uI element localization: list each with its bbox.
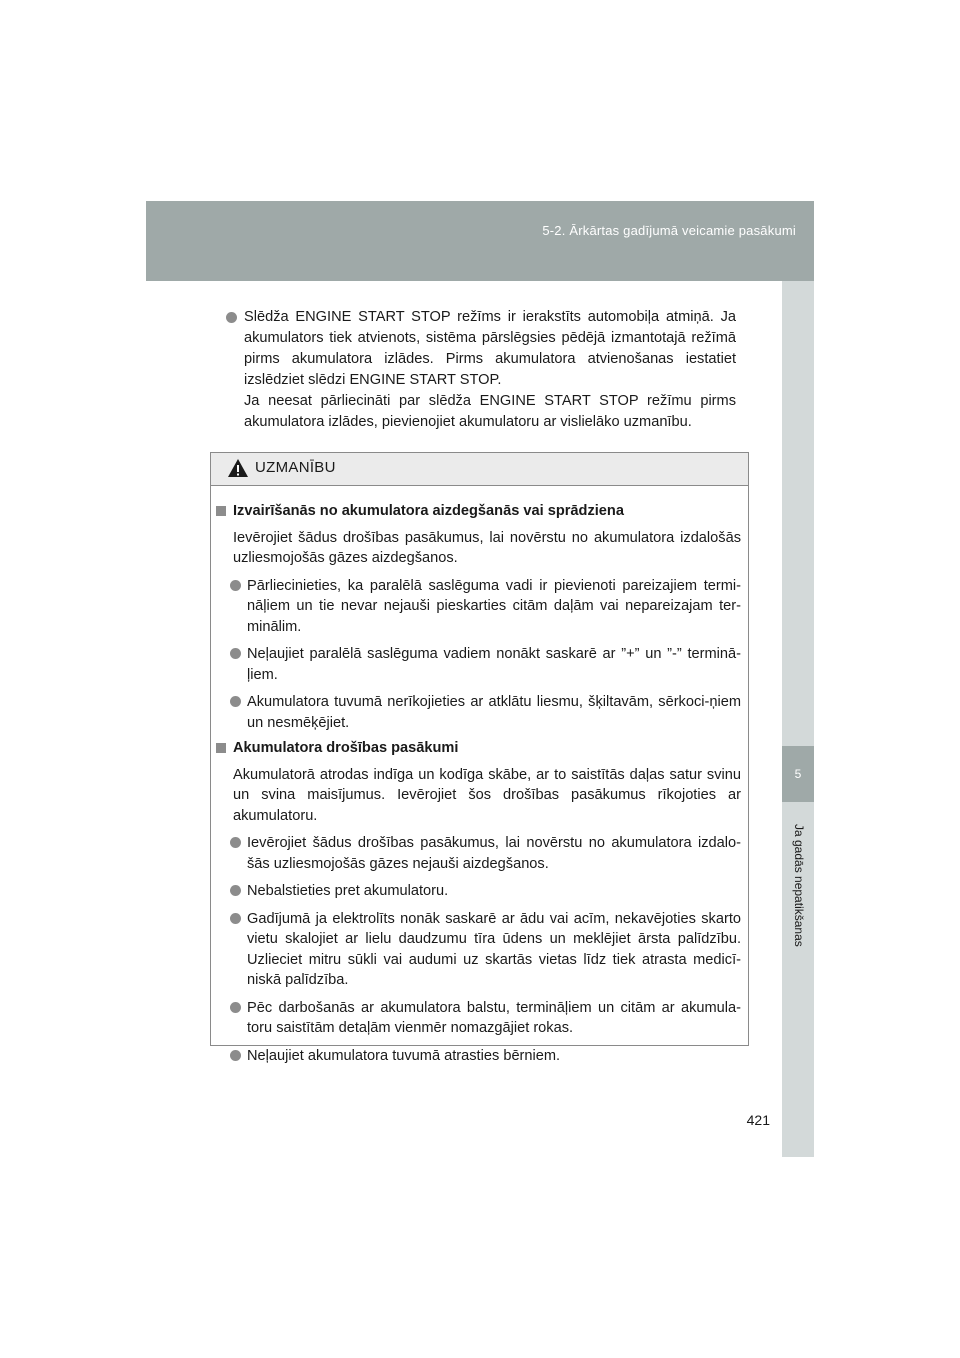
square-bullet-icon [216, 743, 226, 753]
caution-title: UZMANĪBU [255, 459, 336, 476]
caution-box [210, 452, 749, 1064]
section-heading-text: Izvairīšanās no akumulatora aizdegšanās vai sprādziena [233, 503, 624, 519]
section-heading-text: Akumulatora drošības pasākumi [233, 740, 459, 756]
intro-continuation: Ja neesat pārliecināti par slēdža ENGINE START STOP režīmu pirms akumulatora izlādes, pievienojiet akumulatoru ar vislielāko uzmanību. [244, 393, 736, 430]
caution-header [211, 453, 748, 486]
section-heading [216, 738, 741, 759]
header-bar [146, 201, 814, 281]
bullet-icon [230, 837, 241, 848]
section-heading [216, 501, 741, 522]
list-item [216, 576, 741, 638]
intro-bullet-text: Slēdža ENGINE START STOP režīms ir ierakstīts automobiļa atmiņā. Ja akumulators tiek atvienots, sistēma pārslēgsies pēdējā izmantotajā režīmā pirms akumulatora izlādes. Pirms akumulatora atvienošanas iestatiet izslēdziet slēdzi ENGINE START STOP. [244, 309, 736, 388]
list-item-text: Pēc darbošanās ar akumulatora balstu, termināļiem un citām ar akumula-toru saistītām detaļām vienmēr nomazgājiet rokas. [247, 999, 741, 1036]
intro-block [226, 307, 736, 433]
list-item [216, 833, 741, 874]
bullet-icon [230, 580, 241, 591]
bullet-icon [226, 312, 237, 323]
intro-bullet [226, 307, 736, 391]
bullet-icon [230, 648, 241, 659]
list-item-text: Gadījumā ja elektrolīts nonāk saskarē ar ādu vai acīm, nekavējoties skarto vietu skalojiet ar lielu daudzumu tīra ūdens un meklējiet ārsta palīdzību. Uzlieciet mitru sūkli vai audumi uz skartās vietas līdz tiek atrasta medicī-niskā palīdzība. [247, 910, 741, 988]
list-item-text: Ievērojiet šādus drošības pasākumus, lai novērstu no akumulatora izdalo-šās uzliesmojošās gāzes nejauši aizdegšanos. [247, 835, 741, 872]
bullet-icon [230, 885, 241, 896]
square-bullet-icon [216, 506, 226, 516]
chapter-number-tab: 5 [782, 746, 814, 802]
side-tab-upper [782, 281, 814, 746]
list-item [216, 692, 741, 733]
chapter-title-vertical: Ja gadās nepatikšanas [792, 824, 806, 947]
section-paragraph: Akumulatorā atrodas indīga un kodīga skābe, ar to saistītās daļas satur svinu un svina maisījumus. Ievērojiet šos drošības pasākumus rīkojoties ar akumulatoru. [233, 766, 741, 824]
list-item-text: Neļaujiet paralēlā saslēguma vadiem nonākt saskarē ar ”+” un ”-” terminā-ļiem. [247, 646, 741, 683]
list-item [216, 1046, 741, 1067]
list-item [216, 881, 741, 902]
list-item [216, 644, 741, 685]
section-title: 5-2. Ārkārtas gadījumā veicamie pasākumi [542, 223, 796, 238]
caution-body [211, 486, 748, 1066]
list-item-text: Nebalstieties pret akumulatoru. [247, 883, 449, 899]
bullet-icon [230, 913, 241, 924]
list-item [216, 998, 741, 1039]
page-number: 421 [746, 1112, 770, 1128]
section-paragraph: Ievērojiet šādus drošības pasākumus, lai novērstu no akumulatora izdalošās uzliesmojošās gāzes aizdegšanos. [233, 529, 741, 566]
warning-triangle-icon [227, 458, 249, 478]
list-item-text: Pārliecinieties, ka paralēlā saslēguma vadi ir pievienoti pareizajiem termi-nāļiem un tie nevar nejauši pieskarties citām daļām vai nepareizajam ter-minālim. [247, 577, 741, 635]
list-item-text: Neļaujiet akumulatora tuvumā atrasties bērniem. [247, 1047, 561, 1064]
bullet-icon [230, 1050, 241, 1061]
list-item-text: Akumulatora tuvumā nerīkojieties ar atklātu liesmu, šķiltavām, sērkoci-ņiem un nesmēķējiet. [247, 694, 741, 731]
list-item [216, 909, 741, 991]
bullet-icon [230, 696, 241, 707]
bullet-icon [230, 1002, 241, 1013]
